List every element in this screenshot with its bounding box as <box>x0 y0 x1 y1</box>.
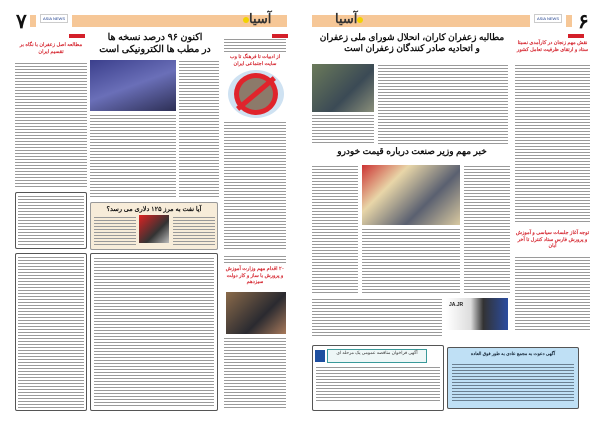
oil-article: آیا نفت به مرز ۱۲۵ دلاری می رسد؟ <box>90 202 218 250</box>
logo: آسیا <box>335 11 363 27</box>
right-title: از ادبیات تا فرهنگ تا وب سایت اجتماعی ایران <box>229 54 281 67</box>
oil-photo <box>139 215 169 243</box>
photo-minister-education <box>226 292 286 334</box>
photo-minister <box>362 165 460 225</box>
second-headline: خبر مهم وزیر صنعت درباره قیمت خودرو <box>337 146 487 156</box>
company-logo-icon <box>315 350 325 362</box>
sidebar-title: نقش مهم زنجان در کارآمدی نسبتا ستاد و ارتقای ظرفیت تعامل کشور <box>516 40 589 53</box>
ad-meeting: آگهی دعوت به مجمع عادی به طور فوق العاده <box>447 347 579 409</box>
logo: آسیا <box>243 11 271 27</box>
article-box <box>90 253 218 411</box>
page-number: ۷ <box>16 11 27 33</box>
photo-speaker <box>312 64 374 112</box>
left-title: مطالعه اصل زعفران با نگاه بر تقسیم ایران <box>19 42 83 55</box>
right-title-2: ۲۰ اقدام مهم وزارت آموزش و پرورش با ساز و کار دولت سیزدهم <box>225 266 285 285</box>
main-headline: مطالبه زعفران کاران، انحلال شورای ملی زعفران و اتحادیه صادر کنندگان زعفران است <box>319 32 505 54</box>
photo-official: JA.JR <box>446 298 508 330</box>
logo-dot-icon <box>357 17 363 23</box>
no-sign-image <box>228 70 284 118</box>
masthead: ASIA NEWS <box>40 14 68 23</box>
photo-conference <box>90 60 176 111</box>
page-number: ۶ <box>578 11 589 33</box>
masthead: ASIA NEWS <box>534 14 562 23</box>
main-headline: اکنون ۹۶ درصد نسخه ها در مطب ها الکترونیکی است <box>99 32 211 55</box>
ad-tender: آگهی فراخوان مناقصه عمومی یک مرحله ای <box>312 345 444 411</box>
sidebar-title-2: توجه آغاز جلسات سیاسی و آموزش و پرورش فارس ستاد کنترل تا آخر آبان <box>515 230 590 249</box>
